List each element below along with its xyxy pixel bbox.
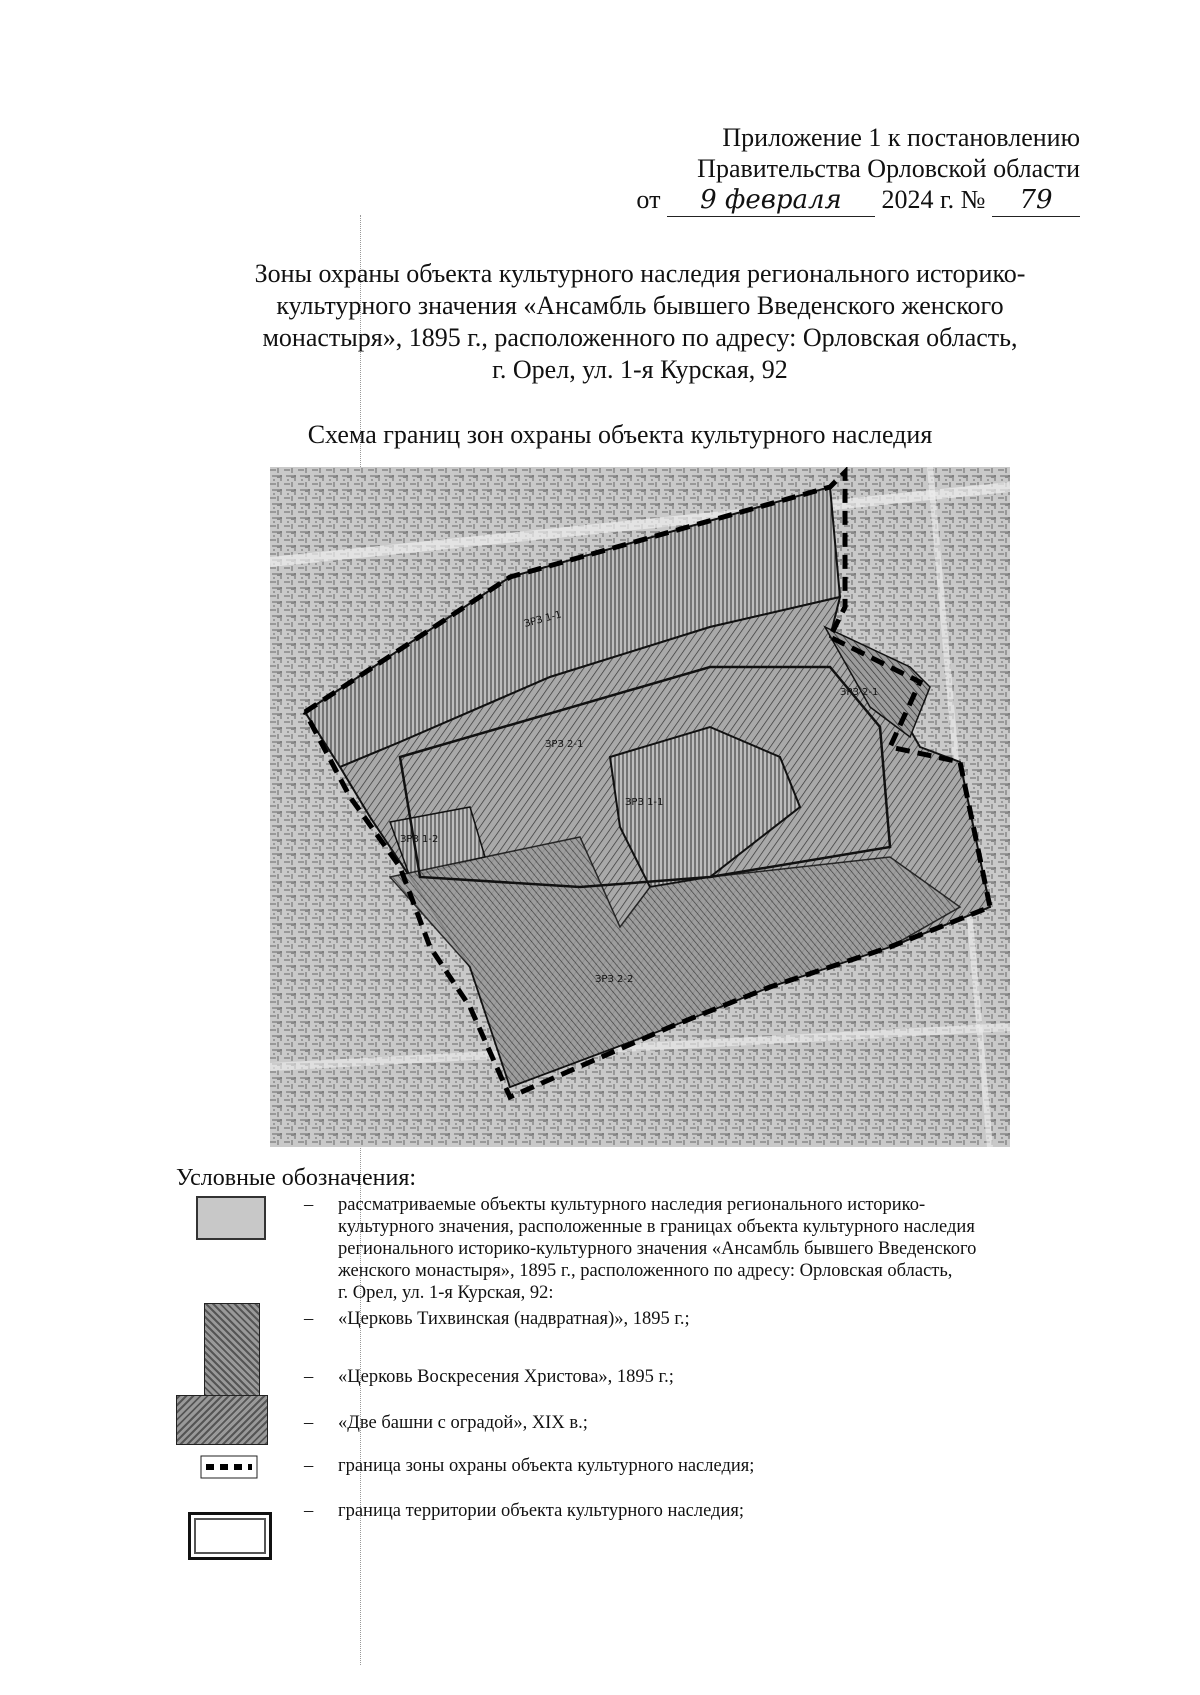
title-line-2: культурного значения «Ансамбль бывшего Введенского женского	[276, 291, 1004, 320]
legend-item-line: культурного значения, расположенные в границах объекта культурного наследия	[338, 1217, 975, 1237]
zone-label: ЗРЗ 1-1	[522, 609, 563, 630]
legend-title: Условные обозначения:	[176, 1165, 417, 1191]
legend-symbol-territory-boundary	[188, 1512, 272, 1560]
legend-item-church-tikhvin: «Церковь Тихвинская (надвратная)», 1895 г.;	[338, 1309, 690, 1329]
legend-symbol-church-tikhvin	[204, 1303, 260, 1397]
legend-dash: –	[304, 1456, 314, 1476]
legend-item-line: рассматриваемые объекты культурного наследия регионального историко-	[338, 1195, 926, 1215]
handwritten-date: 9 февраля	[667, 185, 875, 217]
legend-item-heritage-objects	[338, 1194, 1038, 1304]
legend-item-territory-boundary: граница территории объекта культурного наследия;	[338, 1501, 745, 1521]
legend-item-line: регионального историко-культурного значения «Ансамбль бывшего Введенского	[338, 1239, 977, 1259]
title-line-3: монастыря», 1895 г., расположенного по адресу: Орловская область,	[262, 323, 1018, 352]
legend-symbol-towers-wall	[176, 1395, 268, 1445]
legend-dash: –	[304, 1413, 314, 1433]
legend-item-towers: «Две башни с оградой», XIX в.;	[338, 1413, 588, 1433]
legend-item-line: женского монастыря», 1895 г., расположенного по адресу: Орловская область,	[338, 1261, 953, 1281]
appendix-year: 2024 г. №	[881, 185, 986, 214]
zone-label: ЗРЗ 2-1	[545, 739, 584, 750]
legend-item-church-resurrection: «Церковь Воскресения Христова», 1895 г.;	[338, 1367, 674, 1387]
zone-label: ЗРЗ 1-1	[625, 797, 664, 808]
legend-symbol-heritage-object	[196, 1196, 266, 1240]
title-line-1: Зоны охраны объекта культурного наследия регионального историко-	[254, 259, 1026, 288]
zone-label: ЗРЗ 2-1	[840, 687, 879, 698]
zone-label: ЗРЗ 1-2	[400, 834, 439, 845]
scheme-title: Схема границ зон охраны объекта культурного наследия	[307, 420, 933, 449]
appendix-line-2: Правительства Орловской области	[697, 154, 1080, 183]
legend-symbol-zone-boundary	[200, 1455, 258, 1479]
handwritten-number: 79	[992, 185, 1080, 217]
appendix-line-1: Приложение 1 к постановлению	[722, 123, 1080, 152]
zone-label: ЗРЗ 2-2	[595, 974, 634, 985]
legend-dash: –	[304, 1501, 314, 1521]
legend-dash: –	[304, 1195, 314, 1215]
appendix-prefix: от	[636, 185, 661, 214]
legend-dash: –	[304, 1367, 314, 1387]
title-line-4: г. Орел, ул. 1-я Курская, 92	[492, 355, 788, 384]
legend-dash: –	[304, 1309, 314, 1329]
legend-item-zone-boundary: граница зоны охраны объекта культурного наследия;	[338, 1456, 755, 1476]
legend-item-line: г. Орел, ул. 1-я Курская, 92:	[338, 1283, 554, 1303]
